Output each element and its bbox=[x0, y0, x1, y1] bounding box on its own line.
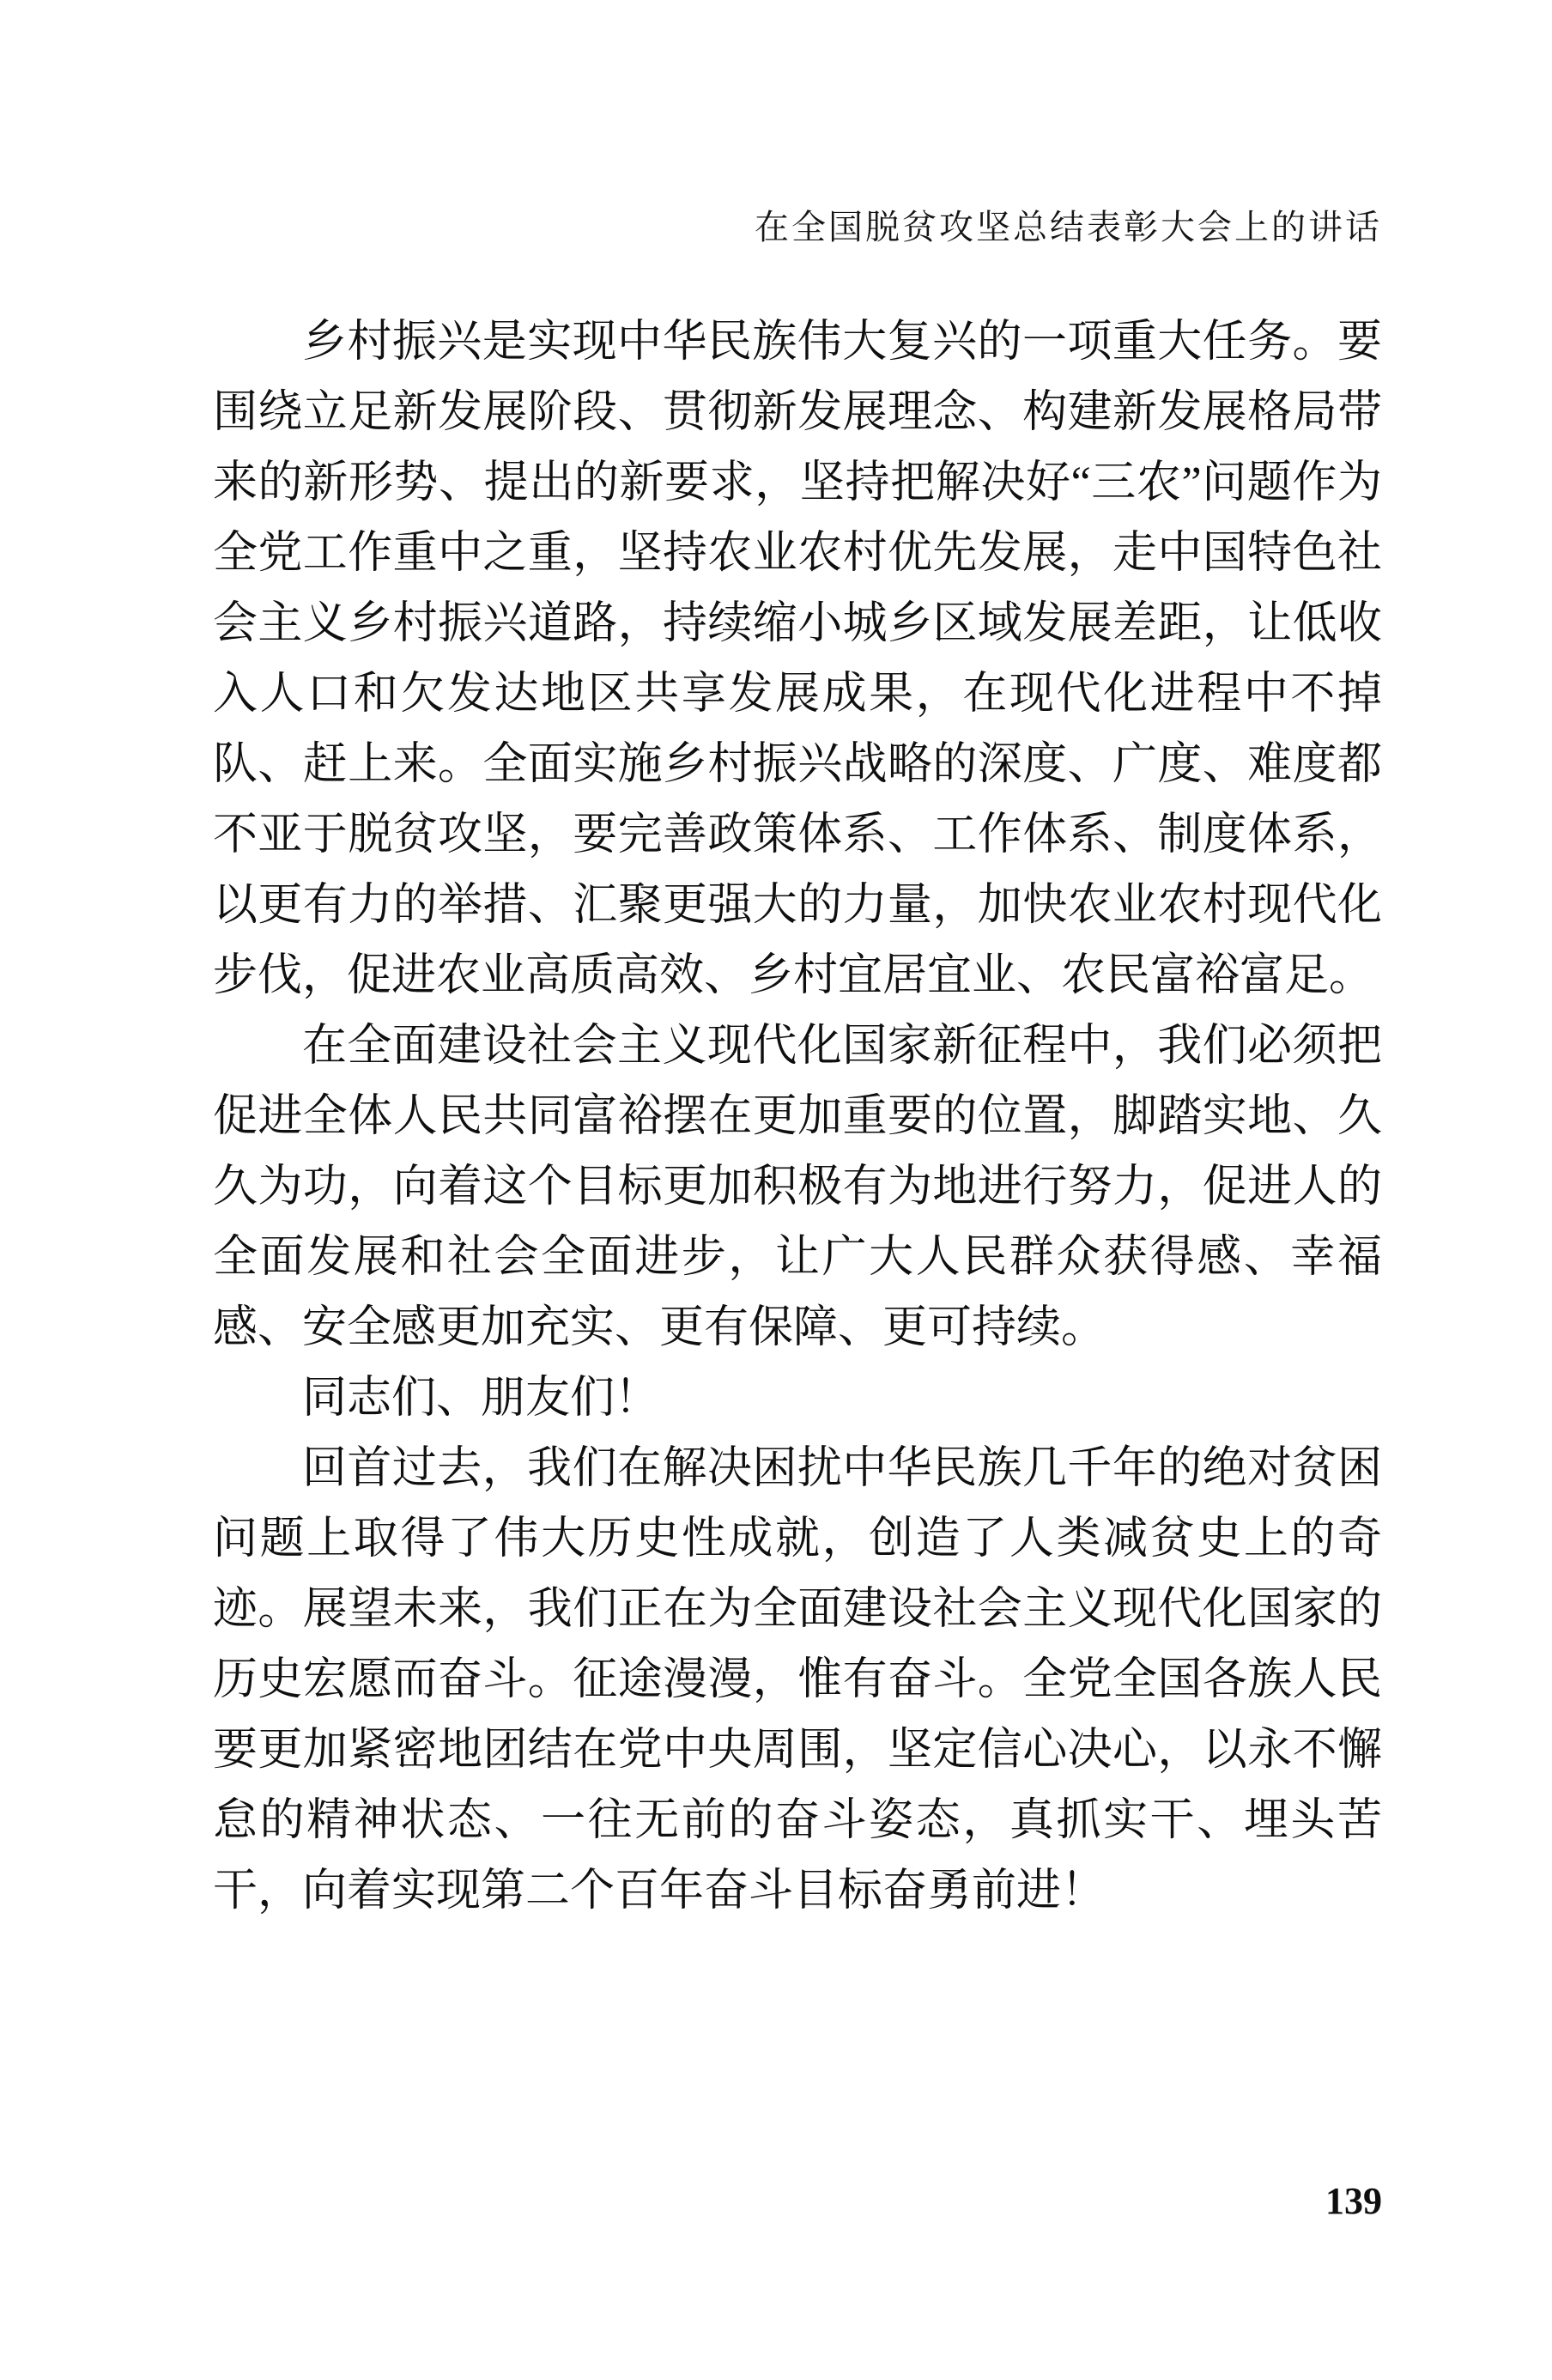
body-text bbox=[213, 307, 1382, 1927]
page-number: 139 bbox=[1325, 2180, 1382, 2222]
paragraph-common-prosperity: 在全面建设社会主义现代化国家新征程中，我们必须把促进全体人民共同富裕摆在更加重要的位置，脚踏实地、久久为功，向着这个目标更加积极有为地进行努力，促进人的全面发展和社会全面进步，让广大人民群众获得感、幸福感、安全感更加充实、更有保障、更可持续。 bbox=[213, 1022, 1382, 1352]
paragraph-comrades-friends: 同志们、朋友们！ bbox=[302, 1374, 660, 1423]
paragraph-rural-revitalization: 乡村振兴是实现中华民族伟大复兴的一项重大任务。要围绕立足新发展阶段、贯彻新发展理念、构建新发展格局带来的新形势、提出的新要求，坚持把解决好“三农”问题作为全党工作重中之重，坚持农业农村优先发展，走中国特色社会主义乡村振兴道路，持续缩小城乡区域发展差距，让低收入人口和欠发达地区共享发展成果，在现代化进程中不掉队、赶上来。全面实施乡村振兴战略的深度、广度、难度都不亚于脱贫攻坚，要完善政策体系、工作体系、制度体系，以更有力的举措、汇聚更强大的力量，加快农业农村现代化步伐，促进农业高质高效、乡村宜居宜业、农民富裕富足。 bbox=[213, 318, 1382, 1000]
running-title: 在全国脱贫攻坚总结表彰大会上的讲话 bbox=[755, 208, 1382, 246]
paragraph-looking-back-forward: 回首过去，我们在解决困扰中华民族几千年的绝对贫困问题上取得了伟大历史性成就，创造了人类减贫史上的奇迹。展望未来，我们正在为全面建设社会主义现代化国家的历史宏愿而奋斗。征途漫漫，惟有奋斗。全党全国各族人民要更加紧密地团结在党中央周围，坚定信心决心，以永不懈怠的精神状态、一往无前的奋斗姿态，真抓实干、埋头苦干，向着实现第二个百年奋斗目标奋勇前进！ bbox=[213, 1444, 1382, 1916]
